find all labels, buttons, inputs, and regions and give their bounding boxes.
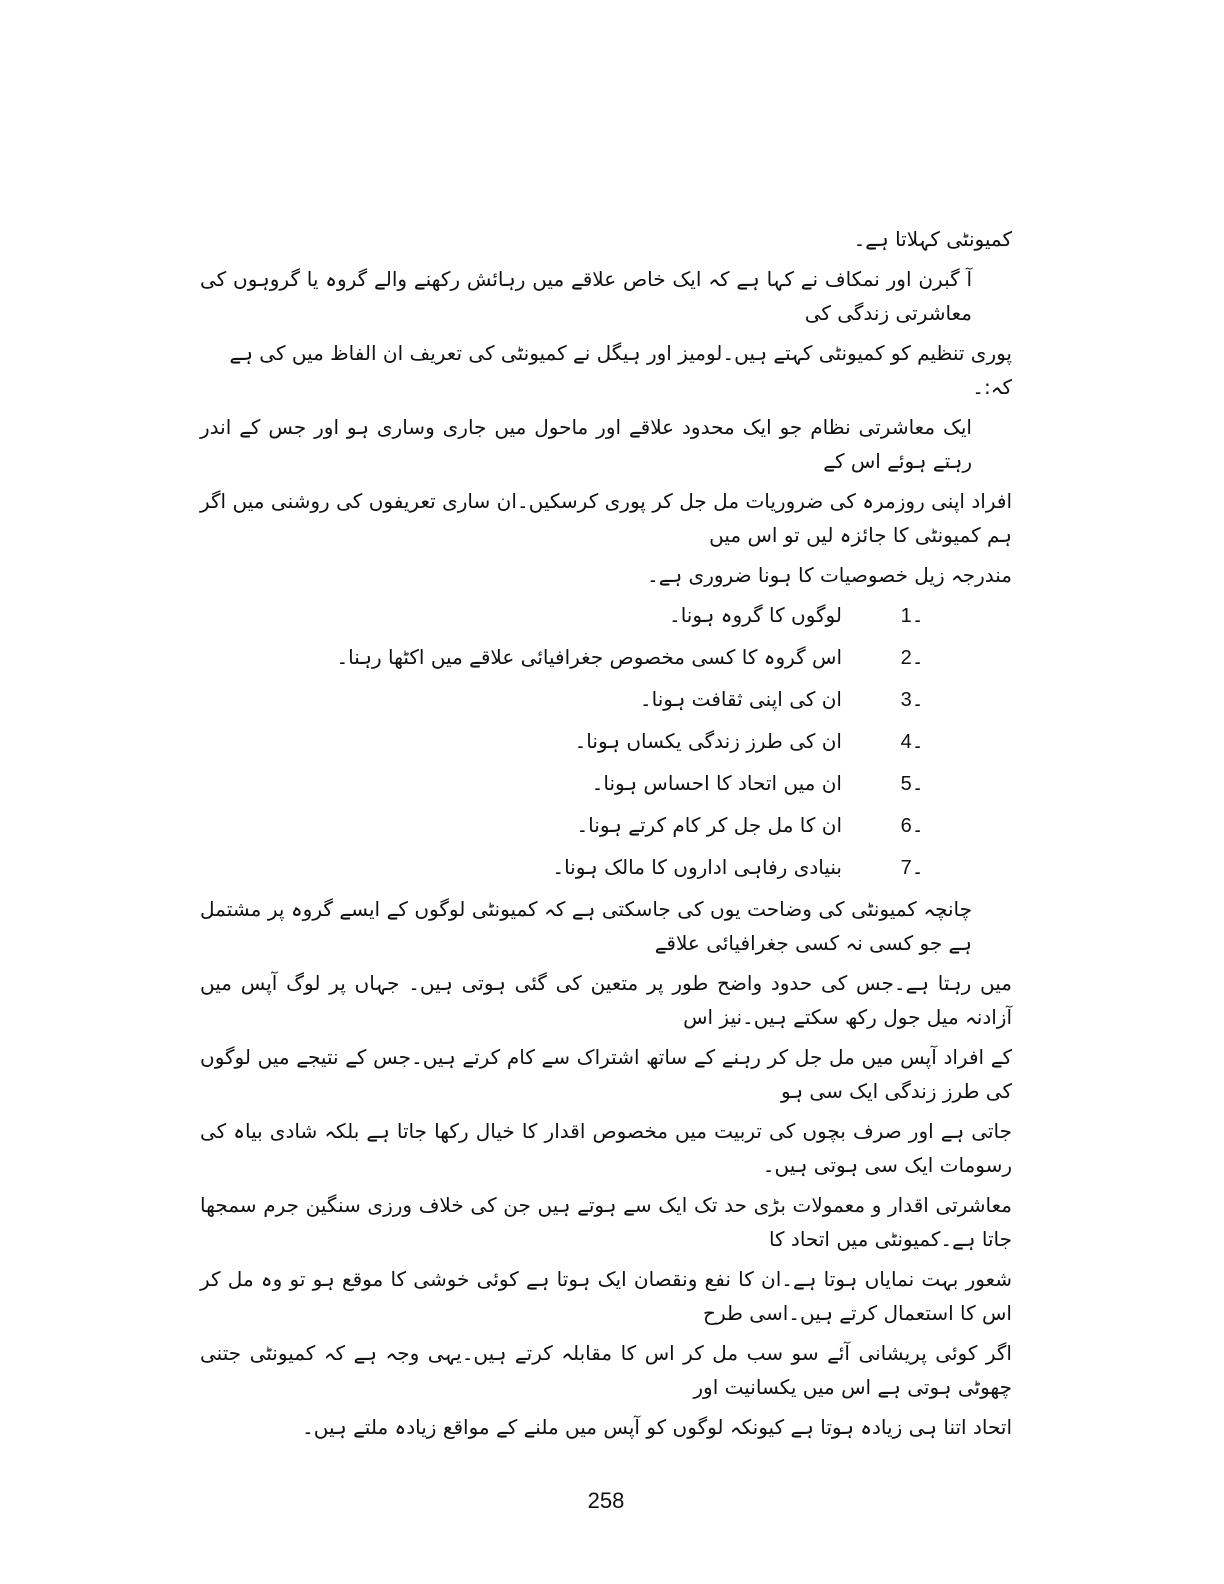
numbered-list xyxy=(200,598,1012,885)
list-item: ان کا مل جل کر کام کرتے ہونا۔ xyxy=(576,813,842,837)
list-item: ان کی اپنی ثقافت ہونا۔ xyxy=(639,687,842,711)
list-row xyxy=(200,598,1012,633)
list-item: لوگوں کا گروہ ہونا۔ xyxy=(668,603,842,627)
text-line: اتحاد اتنا ہی زیادہ ہوتا ہے کیونکہ لوگوں کو آپس میں ملنے کے مواقع زیادہ ملتے ہیں۔ xyxy=(302,1415,1012,1439)
list-row xyxy=(200,766,1012,801)
text-line: ایک معاشرتی نظام جو ایک محدود علاقے اور ماحول میں جاری وساری ہو اور جس کے اندر رہتے ہوئے اس کے xyxy=(200,415,972,473)
text-line: مندرجہ زیل خصوصیات کا ہونا ضروری ہے۔ xyxy=(647,563,1012,587)
text-line: معاشرتی اقدار و معمولات بڑی حد تک ایک سے ہوتے ہیں جن کی خلاف ورزی سنگین جرم سمجھا جاتا ہے۔کمیونٹی میں اتحاد کا xyxy=(200,1193,1012,1251)
list-number: 4۔ xyxy=(900,731,924,753)
list-number: 3۔ xyxy=(900,689,924,711)
text-line: میں رہتا ہے۔جس کی حدود واضح طور پر متعین کی گئی ہوتی ہیں۔ جہاں پر لوگ آپس میں آزادنہ میل جول رکھ سکتے ہیں۔نیز اس xyxy=(200,971,1012,1029)
list-row xyxy=(200,640,1012,675)
list-number: 7۔ xyxy=(900,857,924,879)
list-item: اس گروہ کا کسی مخصوص جغرافیائی علاقے میں اکٹھا رہنا۔ xyxy=(336,645,842,669)
text-line: پوری تنظیم کو کمیونٹی کہتے ہیں۔لومیز اور ہیگل نے کمیونٹی کی تعریف ان الفاظ میں کی ہے کہ:۔ xyxy=(229,341,1012,399)
list-item: ان کی طرز زندگی یکساں ہونا۔ xyxy=(574,729,842,753)
list-row xyxy=(200,724,1012,759)
text-line: کے افراد آپس میں مل جل کر رہنے کے ساتھ اشتراک سے کام کرتے ہیں۔جس کے نتیجے میں لوگوں کی طرز زندگی ایک سی ہو xyxy=(200,1045,1012,1103)
list-number: 6۔ xyxy=(900,815,924,837)
list-row xyxy=(200,682,1012,717)
list-item: ان میں اتحاد کا احساس ہونا۔ xyxy=(591,771,842,795)
list-number: 5۔ xyxy=(900,773,924,795)
page xyxy=(200,222,1012,1518)
text-line: شعور بہت نمایاں ہوتا ہے۔ان کا نفع ونقصان ایک ہوتا ہے کوئی خوشی کا موقع ہو تو وہ مل کر اس کا استعمال کرتے ہیں۔اسی طرح xyxy=(200,1267,1012,1325)
text-line: اگر کوئی پریشانی آئے سو سب مل کر اس کا مقابلہ کرتے ہیں۔یہی وجہ ہے کہ کمیونٹی جتنی چھوٹی ہوتی ہے اس میں یکسانیت اور xyxy=(200,1341,1012,1399)
list-number: 1۔ xyxy=(900,605,924,627)
text-line: چانچہ کمیونٹی کی وضاحت یوں کی جاسکتی ہے کہ کمیونٹی لوگوں کے ایسے گروہ پر مشتمل ہے جو کسی نہ کسی جغرافیائی علاقے xyxy=(200,897,972,955)
list-row xyxy=(200,808,1012,843)
text-line: افراد اپنی روزمرہ کی ضروریات مل جل کر پوری کرسکیں۔ان ساری تعریفوں کی روشنی میں اگر ہم کمیونٹی کا جائزہ لیں تو اس میں xyxy=(200,489,1012,547)
text-line: کمیونٹی کہلاتا ہے۔ xyxy=(853,227,1012,251)
list-row xyxy=(200,850,1012,885)
list-item: بنیادی رفاہی اداروں کا مالک ہونا۔ xyxy=(552,855,842,879)
text-line: جاتی ہے اور صرف بچوں کی تربیت میں مخصوص اقدار کا خیال رکھا جاتا ہے بلکہ شادی بیاہ کی رسومات ایک سی ہوتی ہیں۔ xyxy=(200,1119,1012,1177)
page-number: 258 xyxy=(587,1488,625,1513)
list-number: 2۔ xyxy=(900,647,924,669)
text-line: آ گبرن اور نمکاف نے کہا ہے کہ ایک خاص علاقے میں رہائش رکھنے والے گروہ یا گروہوں کی معاشرتی زندگی کی xyxy=(200,267,972,325)
